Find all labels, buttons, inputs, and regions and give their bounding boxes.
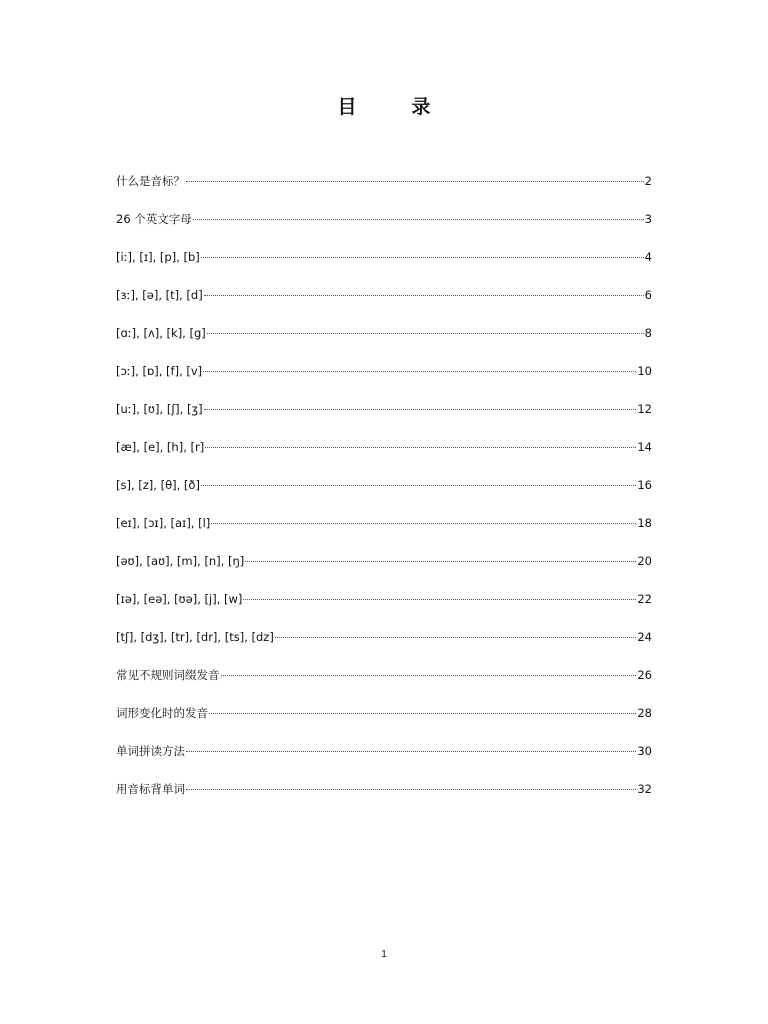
toc-entry[interactable]	[116, 171, 652, 209]
toc-entry-label: [ɜː], [ə], [t], [d]	[116, 288, 203, 302]
toc-entry[interactable]	[116, 741, 652, 779]
toc-entry[interactable]	[116, 247, 652, 285]
page-number: 1	[381, 949, 387, 960]
dot-leader	[207, 333, 644, 334]
dot-leader	[201, 485, 636, 486]
toc-entry-label: [ɔː], [ɒ], [f], [v]	[116, 364, 203, 378]
toc-entry-page: 14	[637, 440, 652, 454]
toc-entry-page: 16	[637, 478, 652, 492]
dot-leader	[204, 295, 644, 296]
toc-entry-page: 10	[637, 364, 652, 378]
toc-entry-page: 24	[637, 630, 652, 644]
toc-entry-label: 用音标背单词	[116, 782, 185, 796]
dot-leader	[275, 637, 637, 638]
toc-entry[interactable]	[116, 209, 652, 247]
toc-entry-label: [ɪə], [eə], [ʊə], [j], [w]	[116, 592, 243, 606]
dot-leader	[201, 257, 644, 258]
toc-entry-label: [s], [z], [θ], [ð]	[116, 478, 200, 492]
toc-entry[interactable]	[116, 361, 652, 399]
toc-entry[interactable]	[116, 437, 652, 475]
toc-entry-page: 28	[637, 706, 652, 720]
toc-entry-page: 32	[637, 782, 652, 796]
toc-entry-label: [əʊ], [aʊ], [m], [n], [ŋ]	[116, 554, 245, 568]
toc-entry-label: 什么是音标？	[116, 174, 185, 188]
toc-title: 目 录	[337, 96, 449, 118]
toc-entry-page: 18	[637, 516, 652, 530]
dot-leader	[245, 561, 636, 562]
toc-entry-page: 30	[637, 744, 652, 758]
dot-leader	[205, 447, 636, 448]
toc-entry-label: [æ], [e], [h], [r]	[116, 440, 205, 454]
dot-leader	[193, 219, 644, 220]
dot-leader	[186, 789, 636, 790]
toc-entry[interactable]	[116, 703, 652, 741]
toc-entry-page: 12	[637, 402, 652, 416]
dot-leader	[243, 599, 636, 600]
toc-entry[interactable]	[116, 475, 652, 513]
toc-entry-label: [iː], [ɪ], [p], [b]	[116, 250, 200, 264]
toc-entry[interactable]	[116, 551, 652, 589]
toc-entry[interactable]	[116, 513, 652, 551]
toc-entry-label: 26 个英文字母	[116, 212, 192, 226]
toc-entry-label: 词形变化时的发音	[116, 706, 208, 720]
toc-entry-page: 8	[644, 326, 652, 340]
dot-leader	[186, 181, 644, 182]
dot-leader	[209, 713, 636, 714]
toc-entry-page: 22	[637, 592, 652, 606]
toc-entry[interactable]	[116, 627, 652, 665]
toc-entry-label: 常见不规则词缀发音	[116, 668, 220, 682]
toc-entry-label: [uː], [ʊ], [ʃ], [ʒ]	[116, 402, 203, 416]
toc-entry-label: [tʃ], [dʒ], [tr], [dr], [ts], [dz]	[116, 630, 274, 644]
toc-entry[interactable]	[116, 779, 652, 817]
toc-entry-label: [ɑː], [ʌ], [k], [g]	[116, 326, 206, 340]
toc-entry-page: 6	[644, 288, 652, 302]
toc-entry-page: 20	[637, 554, 652, 568]
toc-entry[interactable]	[116, 665, 652, 703]
dot-leader	[204, 409, 637, 410]
toc-entry-page: 4	[644, 250, 652, 264]
toc-entry-page: 26	[637, 668, 652, 682]
toc-entry[interactable]	[116, 285, 652, 323]
toc-entry-page: 2	[644, 174, 652, 188]
dot-leader	[186, 751, 636, 752]
toc-entry[interactable]	[116, 399, 652, 437]
toc-entry-label: [eɪ], [ɔɪ], [aɪ], [l]	[116, 516, 211, 530]
table-of-contents	[116, 171, 652, 817]
dot-leader	[211, 523, 636, 524]
toc-entry[interactable]	[116, 323, 652, 361]
toc-entry-page: 3	[644, 212, 652, 226]
dot-leader	[203, 371, 636, 372]
dot-leader	[221, 675, 637, 676]
toc-entry-label: 单词拼读方法	[116, 744, 185, 758]
toc-entry[interactable]	[116, 589, 652, 627]
